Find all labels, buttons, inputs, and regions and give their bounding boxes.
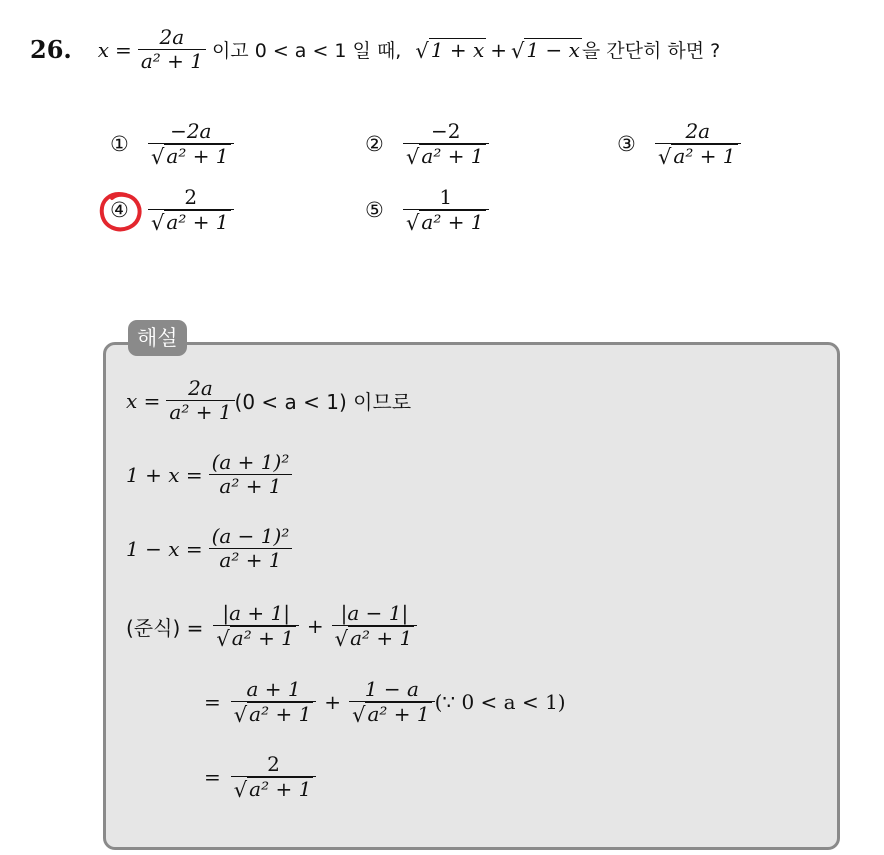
x-fraction — [138, 26, 206, 73]
solution-line-3: 1 − x = $\frac{\text{(a − 1)²}}{\text{a² + 1}}$ — [126, 525, 292, 572]
option-3[interactable]: ③ 2a √ a² + 1 — [617, 120, 741, 168]
sqrt-one-plus-x: √ 1 + x — [415, 37, 485, 63]
option-4[interactable]: ④ 2 √ a² + 1 — [110, 186, 234, 234]
option-2[interactable]: ② −2 √ a² + 1 — [365, 120, 489, 168]
answer-circle-mark — [96, 189, 148, 237]
solution-line-4: (준식) = |a + 1| √ a² + 1 + |a − 1| √ a² + 1 — [126, 602, 417, 650]
equals-sign: = — [115, 37, 132, 62]
question-text: 을 간단히 하면 ? — [581, 40, 721, 62]
plus-sign: + — [490, 37, 507, 62]
x-variable: x — [97, 37, 110, 62]
solution-tag: 해설 — [128, 320, 187, 356]
solution-line-1: x = $\frac{2a}{\text{a² + 1}}$ (0 < a < 1) 이므로 — [126, 376, 412, 424]
problem-number: 26. — [30, 35, 72, 64]
sqrt-one-minus-x: √ 1 − x — [511, 37, 580, 63]
option-1[interactable]: ① −2a √ a² + 1 — [110, 120, 234, 168]
x-fraction-denominator: a² + 1 — [140, 49, 203, 73]
option-5[interactable]: ⑤ 1 √ a² + 1 — [365, 186, 489, 234]
condition-text: 이고 0 < a < 1 일 때, — [211, 40, 402, 62]
x-fraction-numerator: 2a — [159, 25, 185, 49]
solution-line-5: = a + 1 √ a² + 1 + 1 − a √ a² + 1 (∵ 0 < a < 1) — [204, 677, 566, 727]
solution-line-2: 1 + x = $\frac{\text{(a + 1)²}}{\text{a² + 1}}$ — [126, 451, 292, 498]
problem-statement — [30, 26, 720, 73]
solution-line-6: = 2 √ a² + 1 — [204, 753, 316, 801]
